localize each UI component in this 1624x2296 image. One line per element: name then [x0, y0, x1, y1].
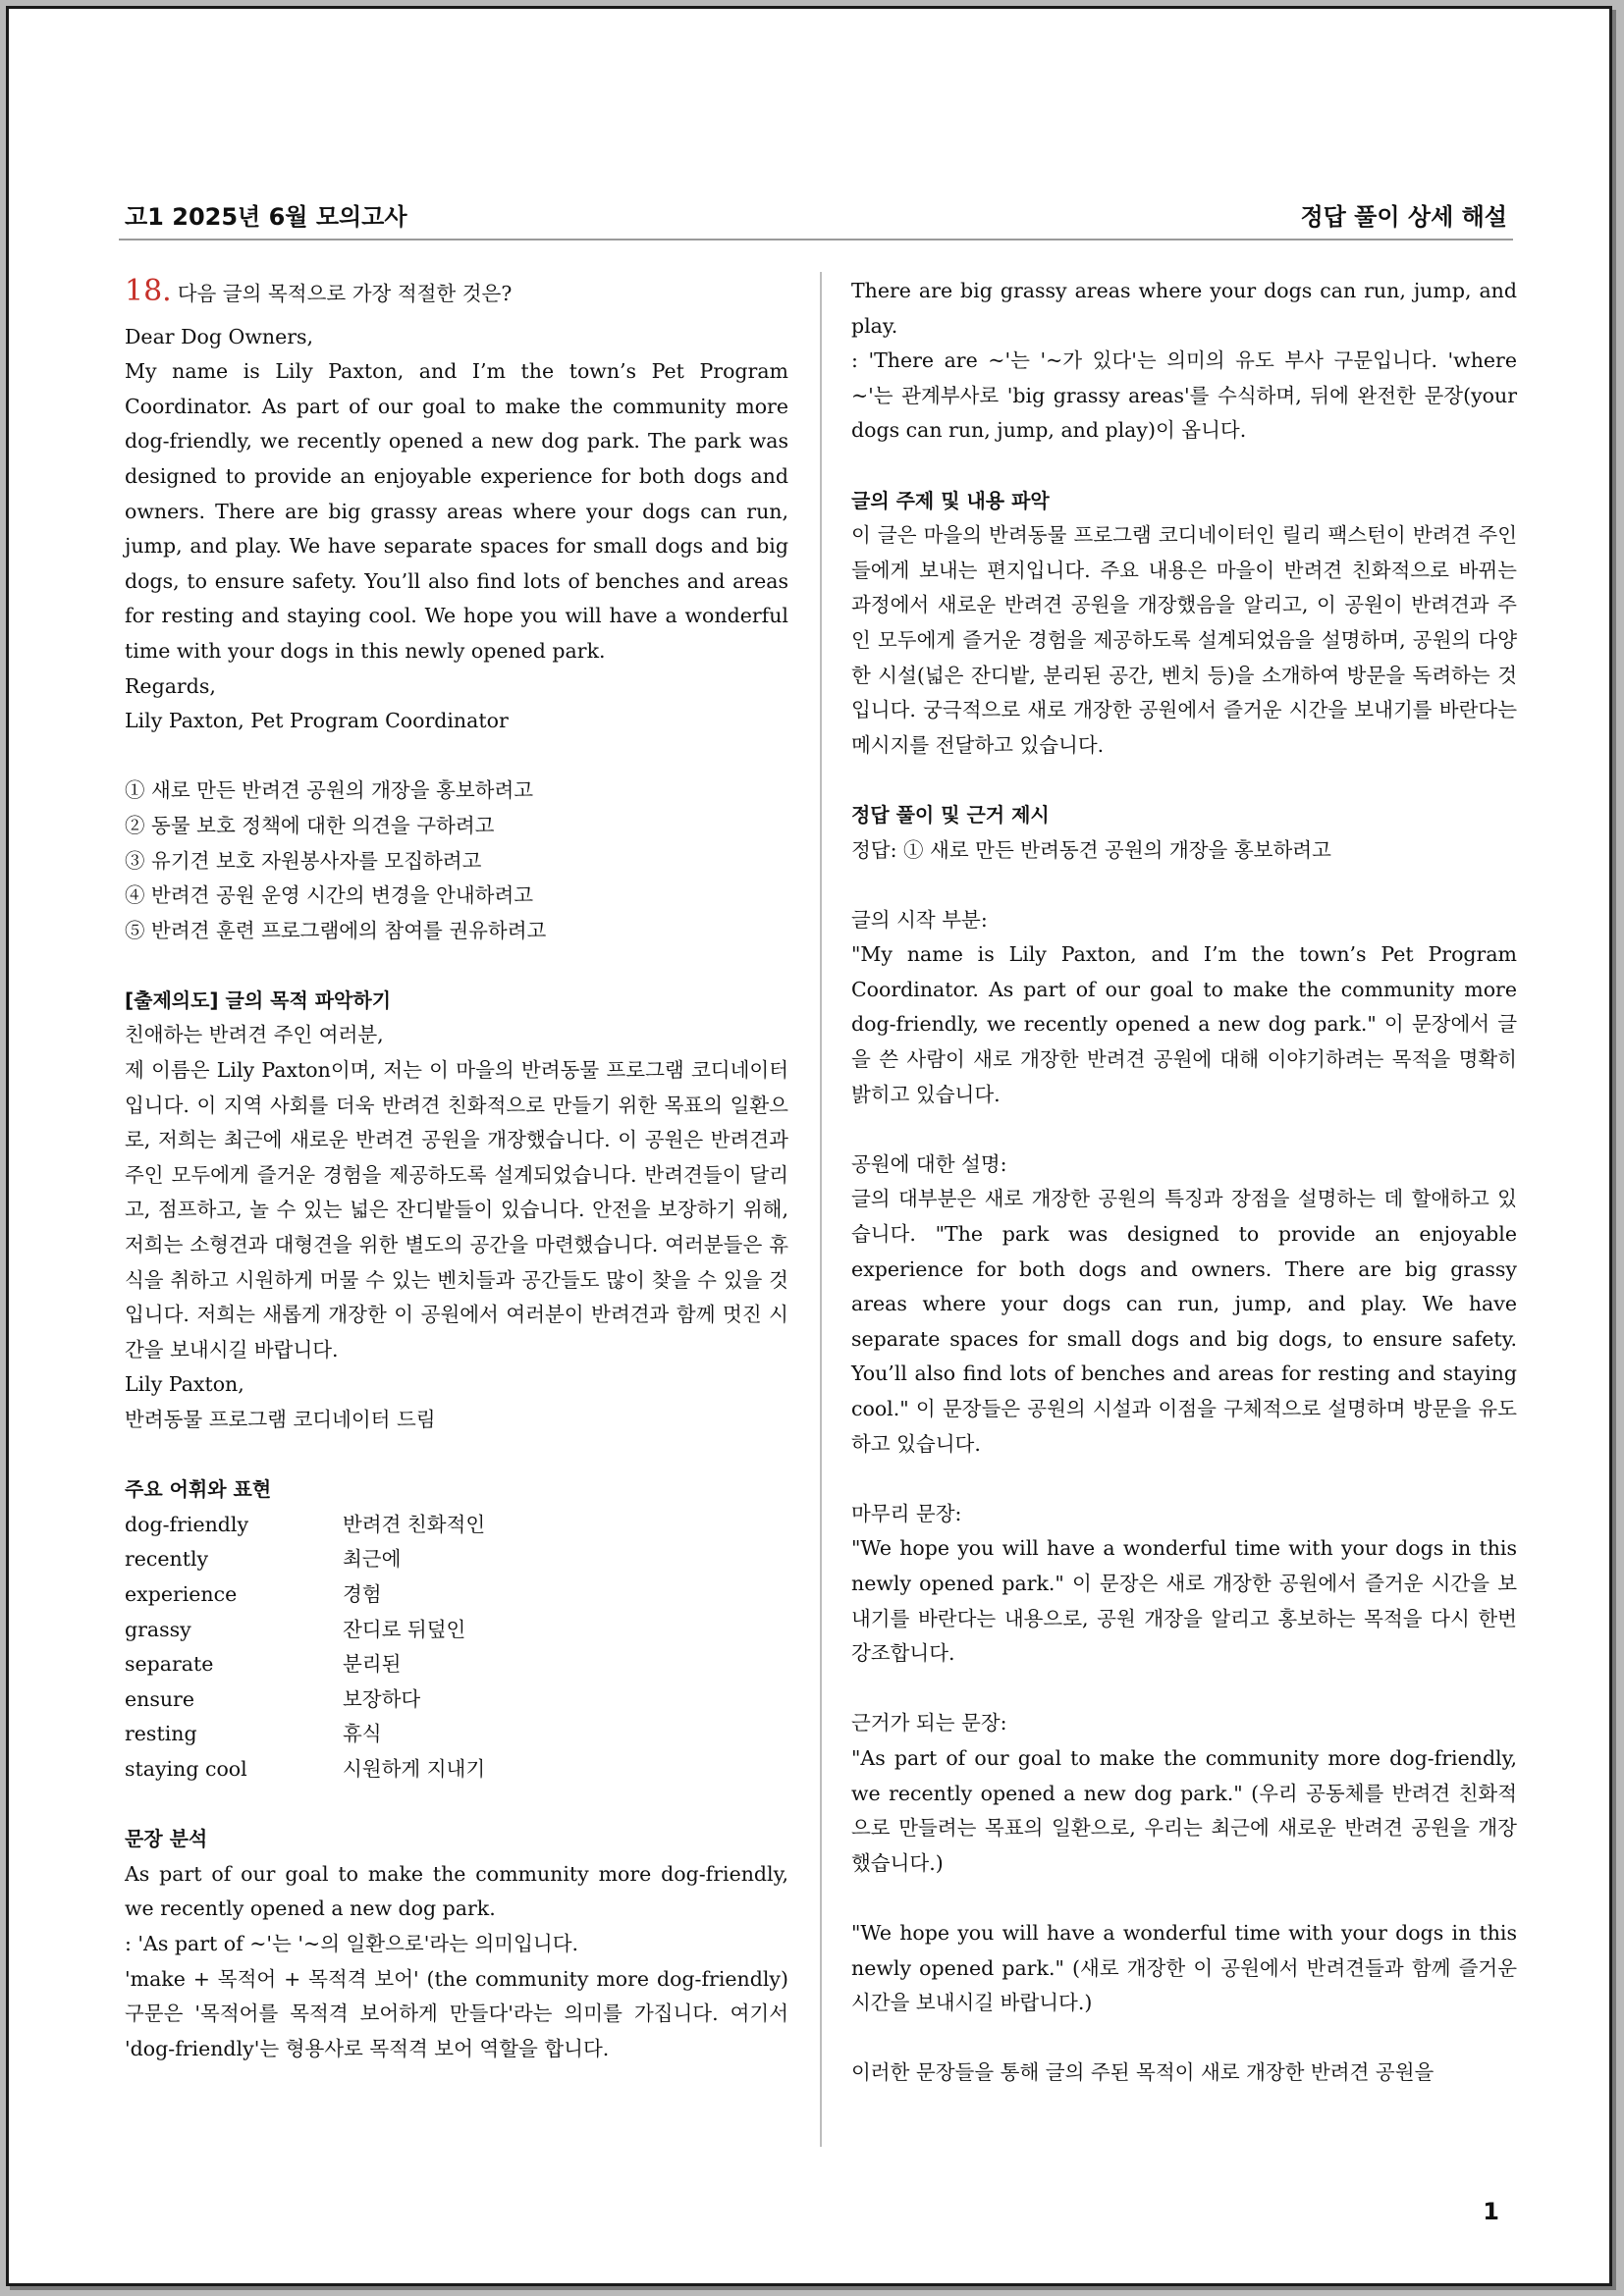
- vocab-row: [125, 1613, 788, 1648]
- vocab-row: [125, 1542, 788, 1577]
- column-divider: [820, 272, 822, 2147]
- vocab-word: staying cool: [125, 1756, 247, 1781]
- analysis-note-3: : 'There are ~'는 '~가 있다'는 의미의 유도 부사 구문입니다. 'where ~'는 관계부사로 'big grassy areas'를 수식하며, 뒤에 완전한 문장(your dogs can run, jump, and play)이 옵니다.: [851, 348, 1517, 443]
- intent-name: Lily Paxton,: [125, 1372, 244, 1397]
- passage-body: My name is Lily Paxton, and I’m the town’s Pet Program Coordinator. As part of our goal to make the community more dog-friendly, we recently opened a new dog park. The park was designed to provide an enjoyable experience for both dogs and owners. There are big grassy areas where your dogs can run, jump, and play. We have separate spaces for small dogs and big dogs, to ensure safety. You’ll also find lots of benches and areas for resting and staying cool. We hope you will have a wonderful time with your dogs in this newly opened park.: [125, 359, 788, 663]
- vocab-row: [125, 1647, 788, 1682]
- theme-heading: 글의 주제 및 내용 파악: [851, 488, 1050, 512]
- closing-text: "We hope you will have a wonderful time with your dogs in this newly opened park." 이 문장은 새로 개장한 공원에서 즐거운 시간을 보내기를 바란다는 내용으로, 공원 개장을 알리고 홍보하는 목적을 다시 한번 강조합니다.: [851, 1536, 1517, 1666]
- evidence-text-2: "We hope you will have a wonderful time with your dogs in this newly opened park." (새로 개장한 이 공원에서 반려견들과 함께 즐거운 시간을 보내시길 바랍니다.): [851, 1920, 1517, 2015]
- vocab-row: [125, 1752, 788, 1788]
- vocab-row: [125, 1717, 788, 1752]
- choice-1: ① 새로 만든 반려견 공원의 개장을 홍보하려고: [125, 778, 534, 803]
- desc-label: 공원에 대한 설명:: [851, 1151, 1007, 1176]
- page-header: [119, 195, 1513, 240]
- right-column: [851, 274, 1517, 2091]
- vocab-word: resting: [125, 1722, 197, 1746]
- vocab-list: [125, 1508, 788, 1788]
- final-text: 이러한 문장들을 통해 글의 주된 목적이 새로 개장한 반려견 공원을: [851, 2060, 1435, 2085]
- vocab-word: grassy: [125, 1617, 191, 1641]
- exam-title: 고1 2025년 6월 모의고사: [125, 203, 407, 231]
- analysis-sentence-2: There are big grassy areas where your dogs can run, jump, and play.: [851, 279, 1517, 338]
- intent-translation: 제 이름은 Lily Paxton이며, 저는 이 마을의 반려동물 프로그램 코디네이터입니다. 이 지역 사회를 더욱 반려견 친화적으로 만들기 위한 목표의 일환으로, 저희는 최근에 새로운 반려견 공원을 개장했습니다. 이 공원은 반려견과 주인 모두에게 즐거운 경험을 제공하도록 설계되었습니다. 반려견들이 달리고, 점프하고, 놀 수 있는 넓은 잔디밭들이 있습니다. 안전을 보장하기 위해, 저희는 소형견과 대형견을 위한 별도의 공간을 마련했습니다. 여러분들은 휴식을 취하고 시원하게 머물 수 있는 벤치들과 공간들도 많이 찾을 수 있을 것입니다. 저희는 새롭게 개장한 이 공원에서 여러분이 반려견과 함께 멋진 시간을 보내시길 바랍니다.: [125, 1058, 788, 1362]
- vocab-word: ensure: [125, 1686, 194, 1711]
- vocab-row: [125, 1577, 788, 1613]
- question-line: [125, 274, 788, 312]
- evidence-label: 근거가 되는 문장:: [851, 1711, 1007, 1735]
- intent-heading: [출제의도] 글의 목적 파악하기: [125, 988, 392, 1012]
- vocab-word: separate: [125, 1652, 214, 1677]
- passage-signature: Lily Paxton, Pet Program Coordinator: [125, 709, 509, 733]
- question-prompt: 다음 글의 목적으로 가장 적절한 것은?: [177, 282, 513, 305]
- choice-3: ③ 유기견 보호 자원봉사자를 모집하려고: [125, 848, 482, 873]
- vocab-meaning: 경험: [343, 1581, 382, 1606]
- answer-line: 정답: ① 새로 만든 반려동견 공원의 개장을 홍보하려고: [851, 837, 1331, 862]
- start-label: 글의 시작 부분:: [851, 907, 988, 932]
- left-column: [125, 274, 788, 2066]
- page-sheet: [6, 6, 1612, 2286]
- vocab-meaning: 시원하게 지내기: [343, 1756, 486, 1781]
- intent-salutation: 친애하는 반려견 주인 여러분,: [125, 1023, 384, 1047]
- intent-signoff: 반려동물 프로그램 코디네이터 드림: [125, 1408, 436, 1431]
- vocab-word: dog-friendly: [125, 1512, 249, 1536]
- vocab-meaning: 최근에: [343, 1547, 402, 1572]
- theme-text: 이 글은 마을의 반려동물 프로그램 코디네이터인 릴리 팩스턴이 반려견 주인들에게 보내는 편지입니다. 주요 내용은 마을이 반려견 친화적으로 바뀌는 과정에서 새로운 반려견 공원을 개장했음을 알리고, 이 공원이 반려견과 주인 모두에게 즐거운 경험을 제공하도록 설계되었음을 설명하며, 공원의 다양한 시설(넓은 잔디밭, 분리된 공간, 벤치 등)을 소개하여 방문을 독려하는 것입니다. 궁극적으로 새로 개장한 공원에서 즐거운 시간을 보내기를 바란다는 메시지를 전달하고 있습니다.: [851, 523, 1517, 757]
- analysis-sentence: As part of our goal to make the community more dog-friendly, we recently opened a new dog park.: [125, 1861, 788, 1921]
- vocab-word: experience: [125, 1581, 238, 1606]
- closing-label: 마무리 문장:: [851, 1501, 962, 1525]
- vocab-meaning: 반려견 친화적인: [343, 1512, 486, 1536]
- vocab-row: [125, 1508, 788, 1543]
- section-title: 정답 풀이 상세 해설: [1300, 203, 1507, 231]
- analysis-heading: 문장 분석: [125, 1827, 208, 1851]
- passage-closing: Regards,: [125, 673, 216, 698]
- vocab-meaning: 분리된: [343, 1652, 402, 1677]
- vocab-meaning: 휴식: [343, 1722, 382, 1746]
- choice-2: ② 동물 보호 정책에 대한 의견을 구하려고: [125, 813, 495, 837]
- start-text: "My name is Lily Paxton, and I’m the town’s Pet Program Coordinator. As part of our goal to make the community more dog-friendly, we recently opened a new dog park." 이 문장에서 글을 쓴 사람이 새로 개장한 반려견 공원에 대해 이야기하려는 목적을 명확히 밝히고 있습니다.: [851, 942, 1517, 1106]
- evidence-text-1: "As part of our goal to make the community more dog-friendly, we recently opened a new dog park." (우리 공동체를 반려견 친화적으로 만들려는 목표의 일환으로, 우리는 최근에 새로운 반려견 공원을 개장했습니다.): [851, 1745, 1517, 1875]
- vocab-meaning: 보장하다: [343, 1686, 421, 1711]
- desc-text: 글의 대부분은 새로 개장한 공원의 특징과 장점을 설명하는 데 할애하고 있습니다. "The park was designed to provide an enjoyable experience for both dogs and owners. There are big grassy areas where your dogs can run, jump, and play. We have separate spaces for small dogs and big dogs, to ensure safety. You’ll also find lots of benches and areas for resting and staying cool." 이 문장들은 공원의 시설과 이점을 구체적으로 설명하며 방문을 유도하고 있습니다.: [851, 1187, 1517, 1456]
- analysis-note-2: 'make + 목적어 + 목적격 보어' (the community more dog-friendly) 구문은 '목적어를 목적격 보어하게 만들다'라는 의미를 가집니다. 여기서 'dog-friendly'는 형용사로 목적격 보어 역할을 합니다.: [125, 1966, 788, 2060]
- vocab-heading: 주요 어휘와 표현: [125, 1477, 272, 1502]
- answer-heading: 정답 풀이 및 근거 제시: [851, 802, 1050, 827]
- question-number: 18.: [125, 274, 172, 308]
- choice-5: ⑤ 반려견 훈련 프로그램에의 참여를 권유하려고: [125, 918, 547, 942]
- passage-salutation: Dear Dog Owners,: [125, 324, 314, 348]
- vocab-word: recently: [125, 1547, 209, 1572]
- analysis-note-1: : 'As part of ~'는 '~의 일환으로'라는 의미입니다.: [125, 1931, 579, 1955]
- vocab-row: [125, 1682, 788, 1718]
- page-number: 1: [1483, 2198, 1499, 2225]
- vocab-meaning: 잔디로 뒤덮인: [343, 1617, 466, 1641]
- choice-4: ④ 반려견 공원 운영 시간의 변경을 안내하려고: [125, 883, 534, 908]
